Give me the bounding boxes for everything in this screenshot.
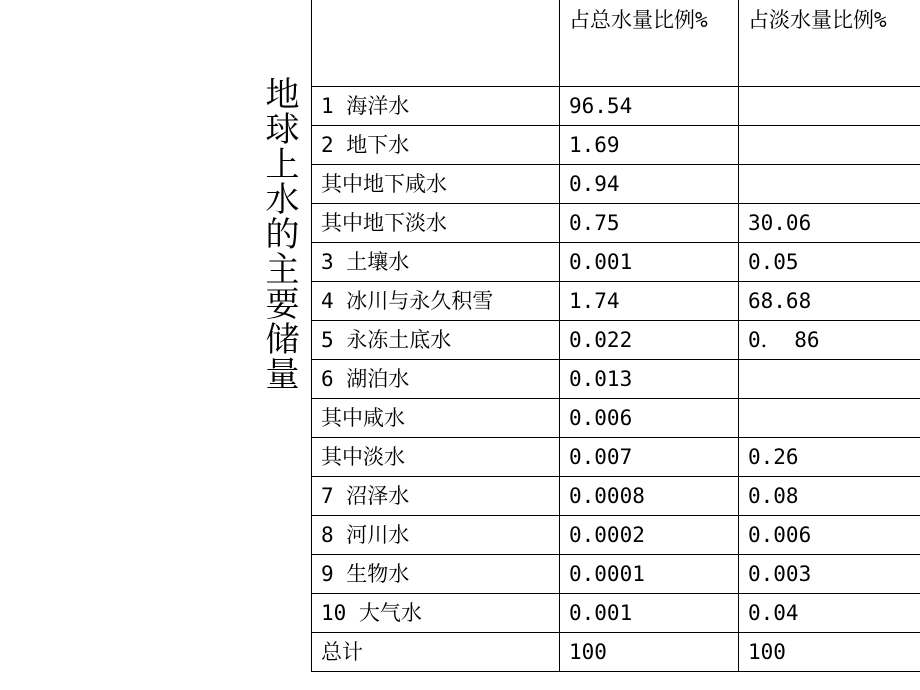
side-title: 地球上水的主要储量: [259, 76, 299, 391]
row-name-cell: 其中咸水: [312, 399, 560, 438]
row-total-ratio-cell: 0.0002: [560, 516, 739, 555]
row-name-cell: 8 河川水: [312, 516, 560, 555]
row-fresh-ratio-cell: 30.06: [739, 204, 920, 243]
row-total-ratio-cell: 96.54: [560, 87, 739, 126]
table-row: [312, 321, 920, 360]
row-fresh-ratio-cell: 100: [739, 633, 920, 672]
row-name-cell: 总计: [312, 633, 560, 672]
row-fresh-ratio-cell: 0． 86: [739, 321, 920, 360]
row-name-cell: 5 永冻土底水: [312, 321, 560, 360]
row-name-cell: 10 大气水: [312, 594, 560, 633]
row-fresh-ratio-cell: [739, 87, 920, 126]
table-row: [312, 360, 920, 399]
row-fresh-ratio-cell: 0.26: [739, 438, 920, 477]
row-total-ratio-cell: 100: [560, 633, 739, 672]
table-row: [312, 516, 920, 555]
row-total-ratio-cell: 1.74: [560, 282, 739, 321]
row-name-cell: 其中地下咸水: [312, 165, 560, 204]
table-row: [312, 165, 920, 204]
header-cell-fresh-ratio: [739, 0, 920, 87]
row-fresh-ratio-cell: 68.68: [739, 282, 920, 321]
row-fresh-ratio-cell: 0.006: [739, 516, 920, 555]
table-row: [312, 87, 920, 126]
row-fresh-ratio-cell: 0.04: [739, 594, 920, 633]
table-row: [312, 477, 920, 516]
row-total-ratio-cell: 1.69: [560, 126, 739, 165]
table-row: [312, 633, 920, 672]
row-total-ratio-cell: 0.94: [560, 165, 739, 204]
table-row: [312, 594, 920, 633]
water-storage-table: [311, 0, 920, 672]
row-name-cell: 7 沼泽水: [312, 477, 560, 516]
row-fresh-ratio-cell: [739, 126, 920, 165]
row-fresh-ratio-cell: [739, 165, 920, 204]
row-name-cell: 3 土壤水: [312, 243, 560, 282]
row-total-ratio-cell: 0.001: [560, 243, 739, 282]
table-row: [312, 555, 920, 594]
row-fresh-ratio-cell: [739, 399, 920, 438]
row-fresh-ratio-cell: 0.003: [739, 555, 920, 594]
row-name-cell: 其中地下淡水: [312, 204, 560, 243]
row-name-cell: 4 冰川与永久积雪: [312, 282, 560, 321]
row-total-ratio-cell: 0.0008: [560, 477, 739, 516]
header-row: [312, 0, 920, 87]
header-cell-category: [312, 0, 560, 87]
row-total-ratio-cell: 0.013: [560, 360, 739, 399]
header-fresh-ratio-text: 占淡水量比例%: [748, 8, 887, 32]
table-row: [312, 438, 920, 477]
row-name-cell: 6 湖泊水: [312, 360, 560, 399]
row-name-cell: 1 海洋水: [312, 87, 560, 126]
row-name-cell: 其中淡水: [312, 438, 560, 477]
row-total-ratio-cell: 0.75: [560, 204, 739, 243]
row-total-ratio-cell: 0.007: [560, 438, 739, 477]
row-fresh-ratio-cell: [739, 360, 920, 399]
table-row: [312, 126, 920, 165]
row-total-ratio-cell: 0.022: [560, 321, 739, 360]
row-total-ratio-cell: 0.001: [560, 594, 739, 633]
row-name-cell: 9 生物水: [312, 555, 560, 594]
header-cell-total-ratio: [560, 0, 739, 87]
table-row: [312, 243, 920, 282]
header-total-ratio-text: 占总水量比例%: [569, 8, 708, 32]
table-row: [312, 282, 920, 321]
row-fresh-ratio-cell: 0.05: [739, 243, 920, 282]
table-row: [312, 399, 920, 438]
row-fresh-ratio-cell: 0.08: [739, 477, 920, 516]
table-row: [312, 204, 920, 243]
row-name-cell: 2 地下水: [312, 126, 560, 165]
row-total-ratio-cell: 0.006: [560, 399, 739, 438]
row-total-ratio-cell: 0.0001: [560, 555, 739, 594]
